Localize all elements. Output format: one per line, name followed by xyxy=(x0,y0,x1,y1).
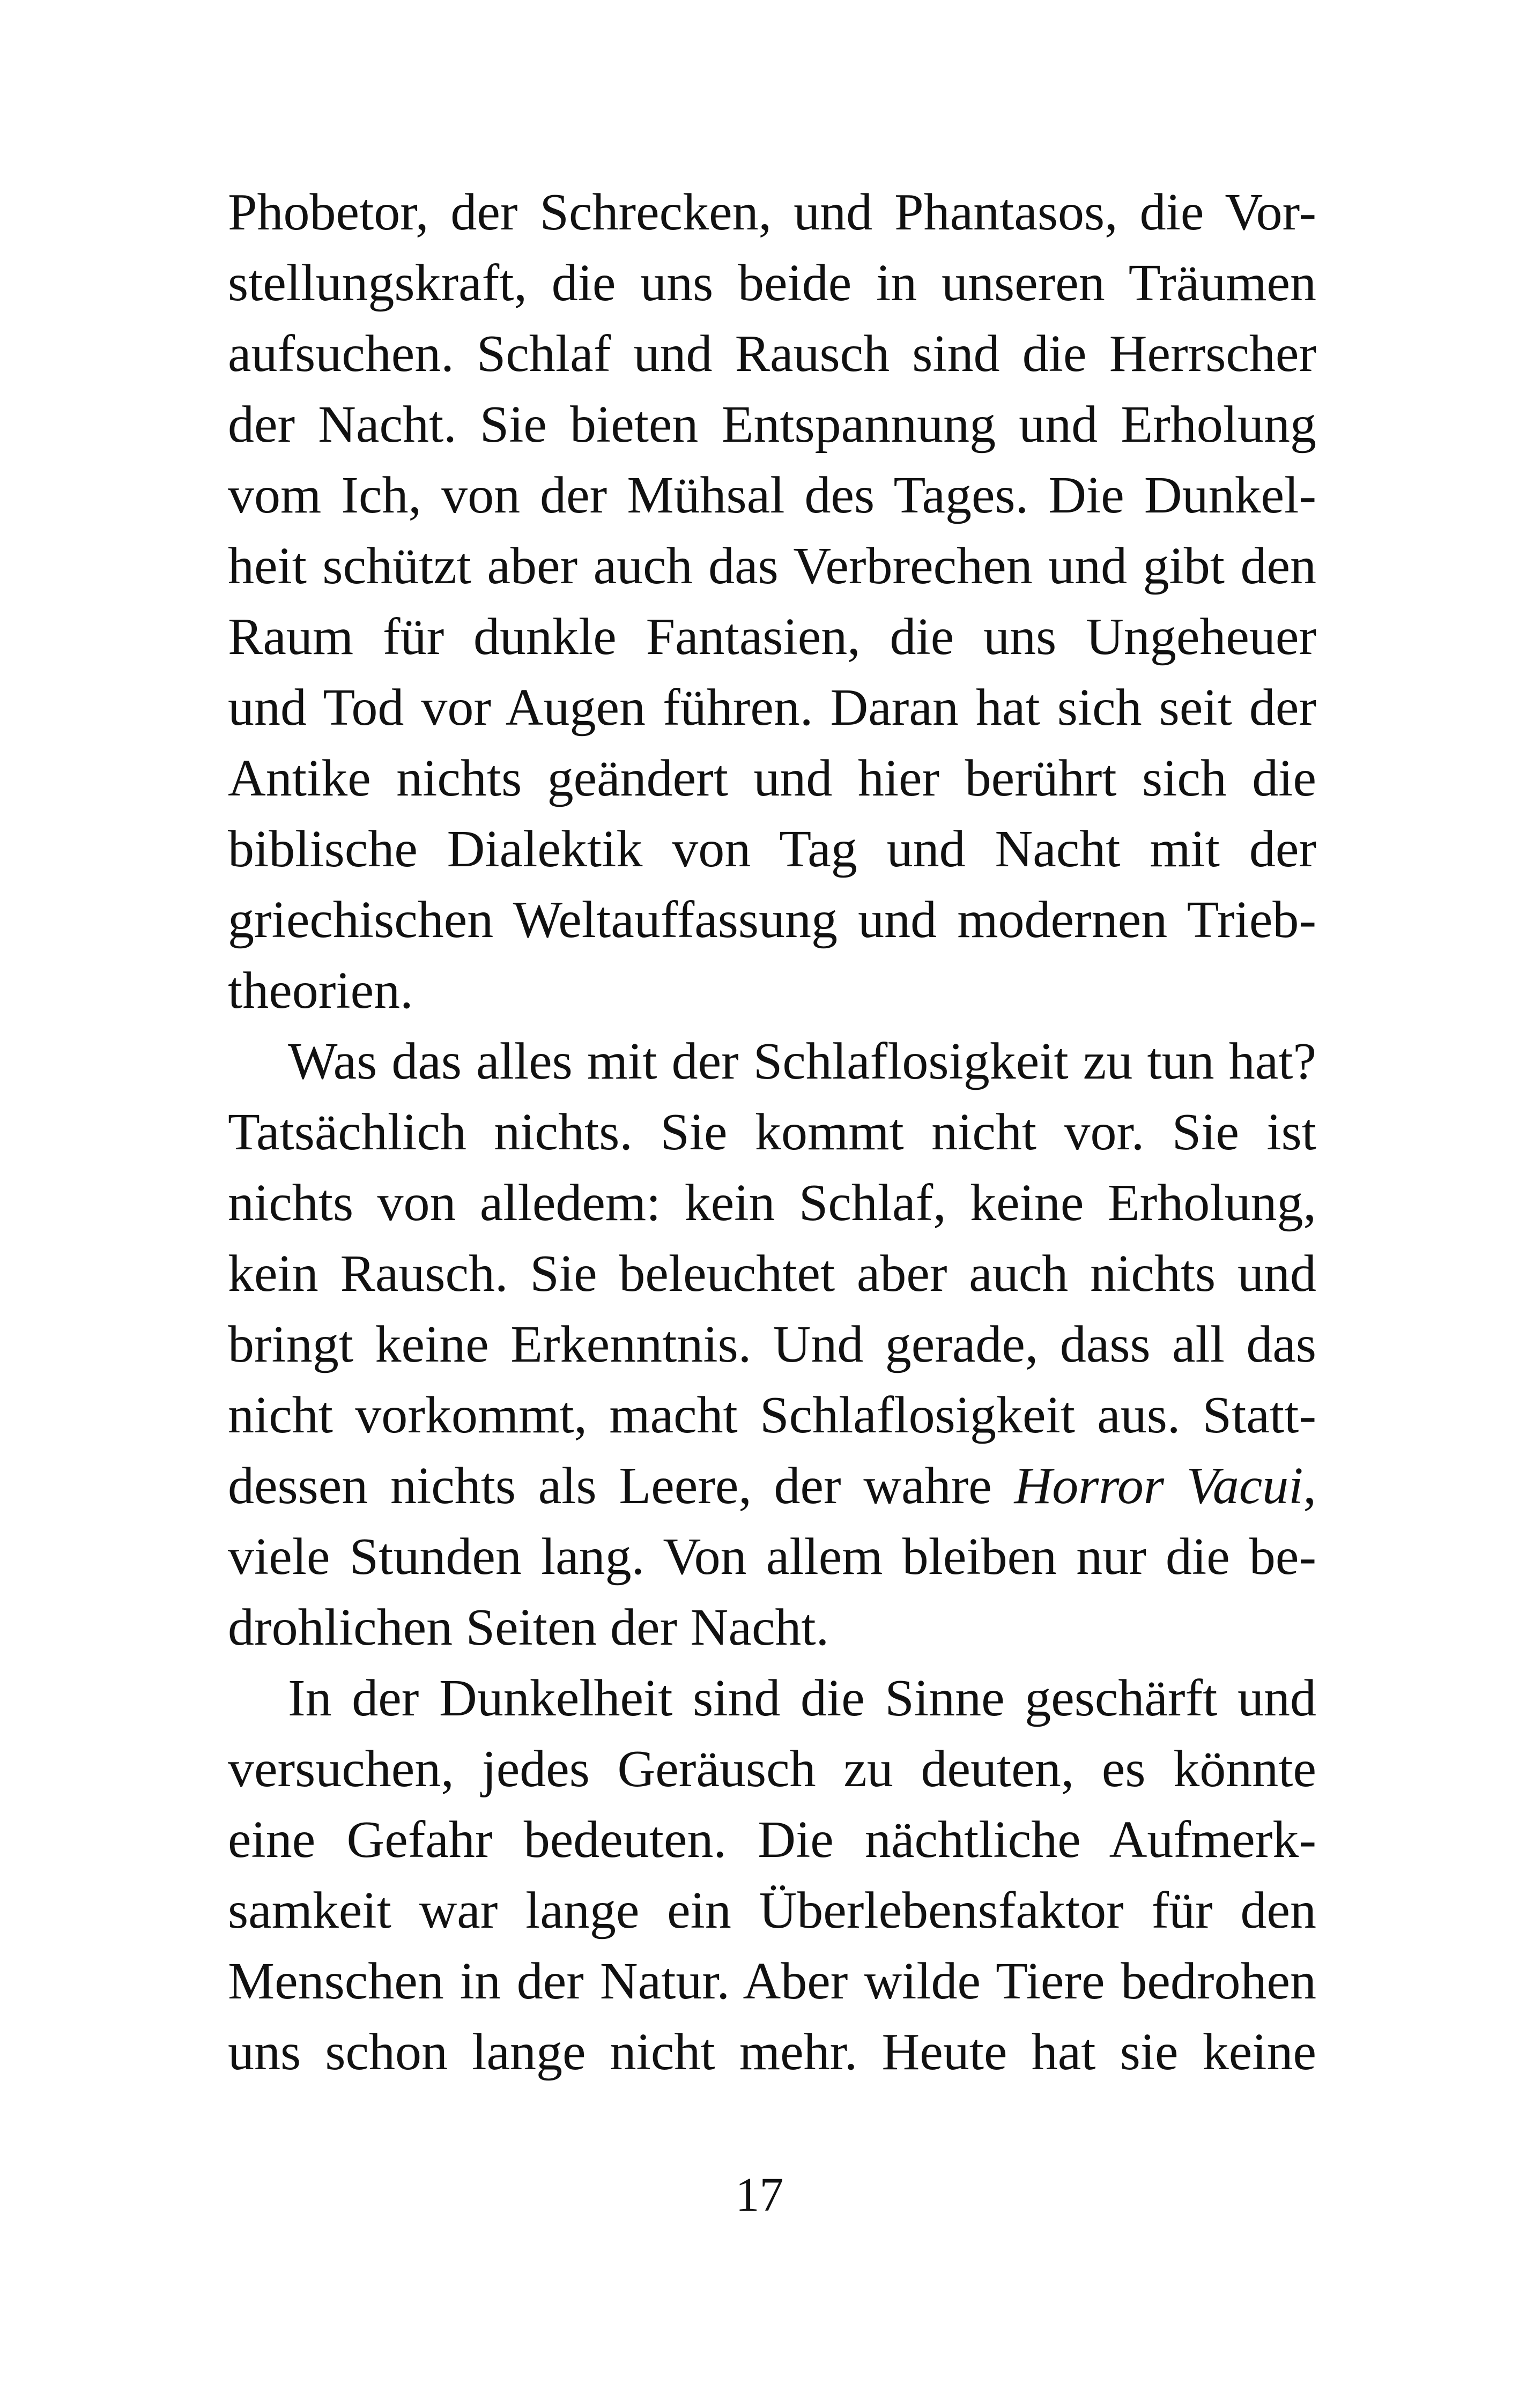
text-line: theorien. xyxy=(228,962,413,1020)
text-line: eine Gefahr bedeuten. Die nächtliche Aufmerk- xyxy=(228,1811,1316,1869)
text-line: stellungskraft, die uns beide in unseren Träumen xyxy=(228,254,1316,312)
text-run: , xyxy=(1303,1457,1316,1515)
text-line: Phobetor, der Schrecken, und Phantasos, die Vor- xyxy=(228,183,1316,241)
text-line: Tatsächlich nichts. Sie kommt nicht vor. Sie ist xyxy=(228,1103,1316,1161)
text-line xyxy=(228,1451,1316,1521)
text-line: und Tod vor Augen führen. Daran hat sich seit der xyxy=(228,679,1316,737)
page-number: 17 xyxy=(735,2168,784,2221)
text-line: samkeit war lange ein Überlebensfaktor für den xyxy=(228,1882,1316,1939)
text-line: viele Stunden lang. Von allem bleiben nur die be- xyxy=(228,1528,1316,1586)
text-line: biblische Dialektik von Tag und Nacht mit der xyxy=(228,820,1316,878)
text-line: nicht vorkommt, macht Schlaflosigkeit aus. Statt- xyxy=(228,1386,1316,1444)
text-run: dessen nichts als Leere, der wahre xyxy=(228,1457,1014,1515)
text-line: Was das alles mit der Schlaflosigkeit zu tun hat? xyxy=(288,1032,1316,1090)
text-line: Antike nichts geändert und hier berührt sich die xyxy=(228,749,1316,807)
text-line: nichts von alledem: kein Schlaf, keine Erholung, xyxy=(228,1174,1316,1232)
italic-phrase: Horror Vacui xyxy=(1014,1457,1303,1515)
text-line: Raum für dunkle Fantasien, die uns Ungeheuer xyxy=(228,608,1316,666)
text-line: kein Rausch. Sie beleuchtet aber auch nichts und xyxy=(228,1245,1316,1303)
text-line: aufsuchen. Schlaf und Rausch sind die Herrscher xyxy=(228,325,1316,383)
text-line: uns schon lange nicht mehr. Heute hat sie keine xyxy=(228,2023,1316,2081)
text-line: vom Ich, von der Mühsal des Tages. Die Dunkel- xyxy=(228,466,1316,524)
text-line: In der Dunkelheit sind die Sinne geschärft und xyxy=(288,1669,1316,1727)
text-line: Menschen in der Natur. Aber wilde Tiere bedrohen xyxy=(228,1952,1316,2010)
text-line: drohlichen Seiten der Nacht. xyxy=(228,1599,829,1656)
text-line: griechischen Weltauffassung und modernen Trieb- xyxy=(228,891,1316,949)
text-line: heit schützt aber auch das Verbrechen und gibt den xyxy=(228,537,1316,595)
body-text xyxy=(228,177,1316,2087)
text-line: versuchen, jedes Geräusch zu deuten, es könnte xyxy=(228,1740,1316,1798)
text-line: der Nacht. Sie bieten Entspannung und Erholung xyxy=(228,396,1316,454)
text-line: bringt keine Erkenntnis. Und gerade, dass all das xyxy=(228,1316,1316,1373)
